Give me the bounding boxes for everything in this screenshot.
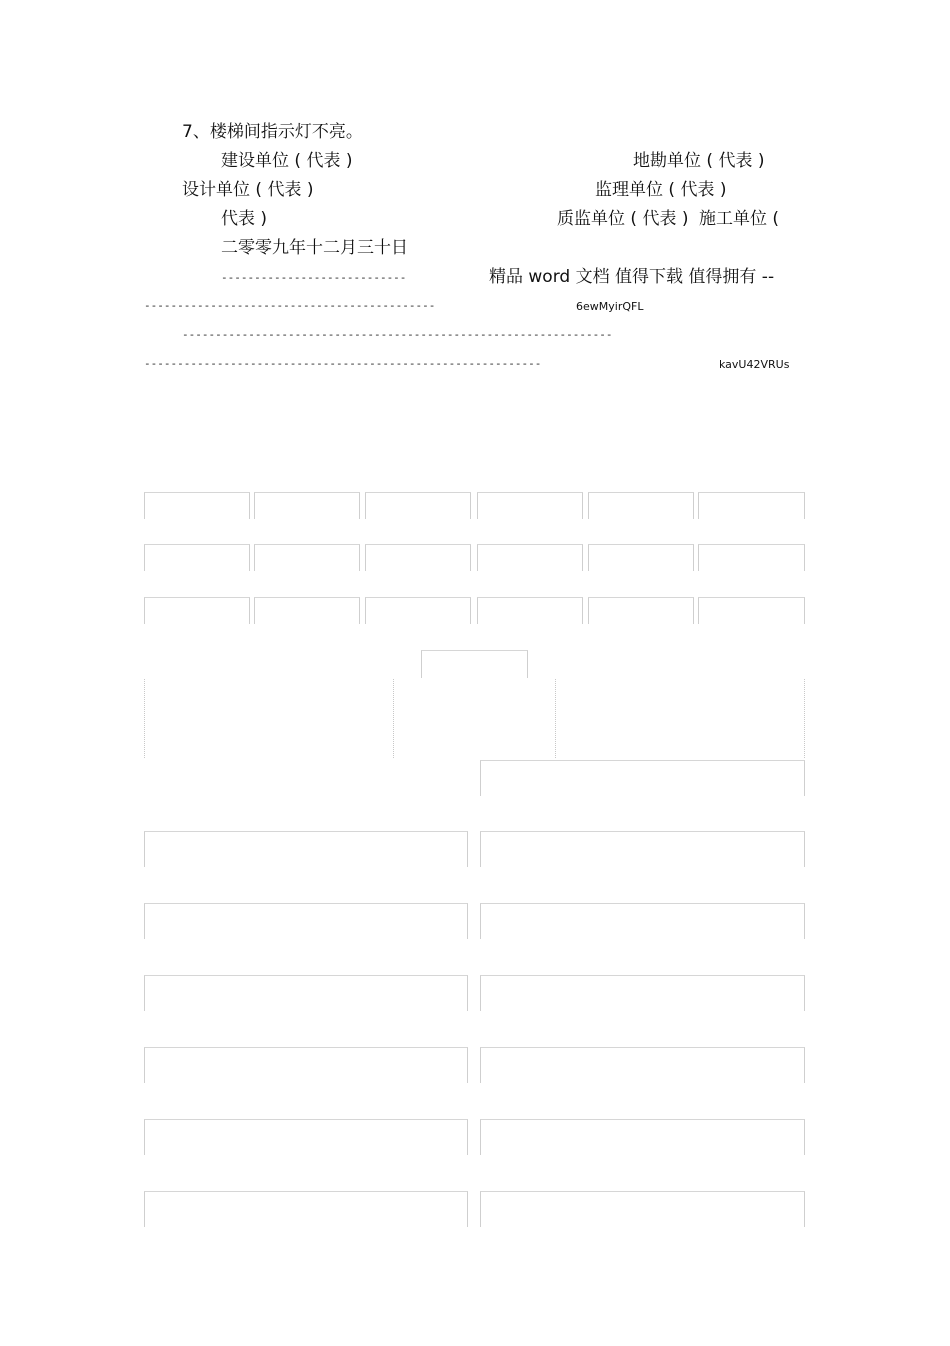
quality-unit-label: 质监单位 ( 代表 ) xyxy=(557,209,689,229)
table-cell xyxy=(144,597,250,624)
construction-unit-label: 建设单位 ( 代表 ) xyxy=(221,151,353,171)
table-cell xyxy=(480,1119,805,1155)
dash-line-4: ------------------------------------------------------------ xyxy=(144,357,542,370)
table-cell xyxy=(365,544,471,571)
dash-line-1: ---------------------------- xyxy=(221,271,407,284)
table-cell xyxy=(254,544,360,571)
table-cell xyxy=(144,544,250,571)
table-cell xyxy=(477,492,583,519)
table-cell xyxy=(588,597,694,624)
design-unit-label: 设计单位 ( 代表 ) xyxy=(182,180,314,200)
table-divider xyxy=(804,679,805,758)
signing-date: 二零零九年十二月三十日 xyxy=(221,238,408,258)
table-cell xyxy=(588,544,694,571)
document-code-1: 6ewMyirQFL xyxy=(576,300,644,313)
supervision-unit-label: 监理单位 ( 代表 ) xyxy=(595,180,727,200)
table-cell xyxy=(144,903,468,939)
table-cell xyxy=(480,1191,805,1227)
item-7-text: 7、楼梯间指示灯不亮。 xyxy=(182,122,363,142)
table-cell xyxy=(698,492,805,519)
builder-unit-label: 施工单位 ( xyxy=(699,209,780,229)
table-cell xyxy=(698,544,805,571)
dash-line-2: -------------------------------------------- xyxy=(144,299,436,312)
table-cell xyxy=(254,492,360,519)
table-cell xyxy=(477,544,583,571)
table-cell xyxy=(480,760,805,796)
representative-close-label: 代表 ) xyxy=(221,209,268,229)
dash-line-3: ----------------------------------------------------------------- xyxy=(182,328,613,341)
table-cell xyxy=(365,597,471,624)
table-cell xyxy=(144,1191,468,1227)
table-cell xyxy=(144,831,468,867)
table-cell xyxy=(480,831,805,867)
table-cell xyxy=(144,1119,468,1155)
table-cell xyxy=(588,492,694,519)
watermark-slogan: 精品 word 文档 值得下载 值得拥有 -- xyxy=(489,267,775,287)
table-cell xyxy=(365,492,471,519)
table-cell xyxy=(698,597,805,624)
table-divider xyxy=(555,679,556,758)
table-cell xyxy=(144,975,468,1011)
table-cell xyxy=(477,597,583,624)
table-cell xyxy=(421,650,528,678)
table-cell xyxy=(254,597,360,624)
table-cell xyxy=(144,492,250,519)
table-cell xyxy=(144,1047,468,1083)
document-code-2: kavU42VRUs xyxy=(719,358,790,371)
table-divider xyxy=(144,679,145,758)
table-cell xyxy=(480,903,805,939)
survey-unit-label: 地勘单位 ( 代表 ) xyxy=(633,151,765,171)
table-cell xyxy=(480,975,805,1011)
table-cell xyxy=(480,1047,805,1083)
table-divider xyxy=(393,679,394,758)
